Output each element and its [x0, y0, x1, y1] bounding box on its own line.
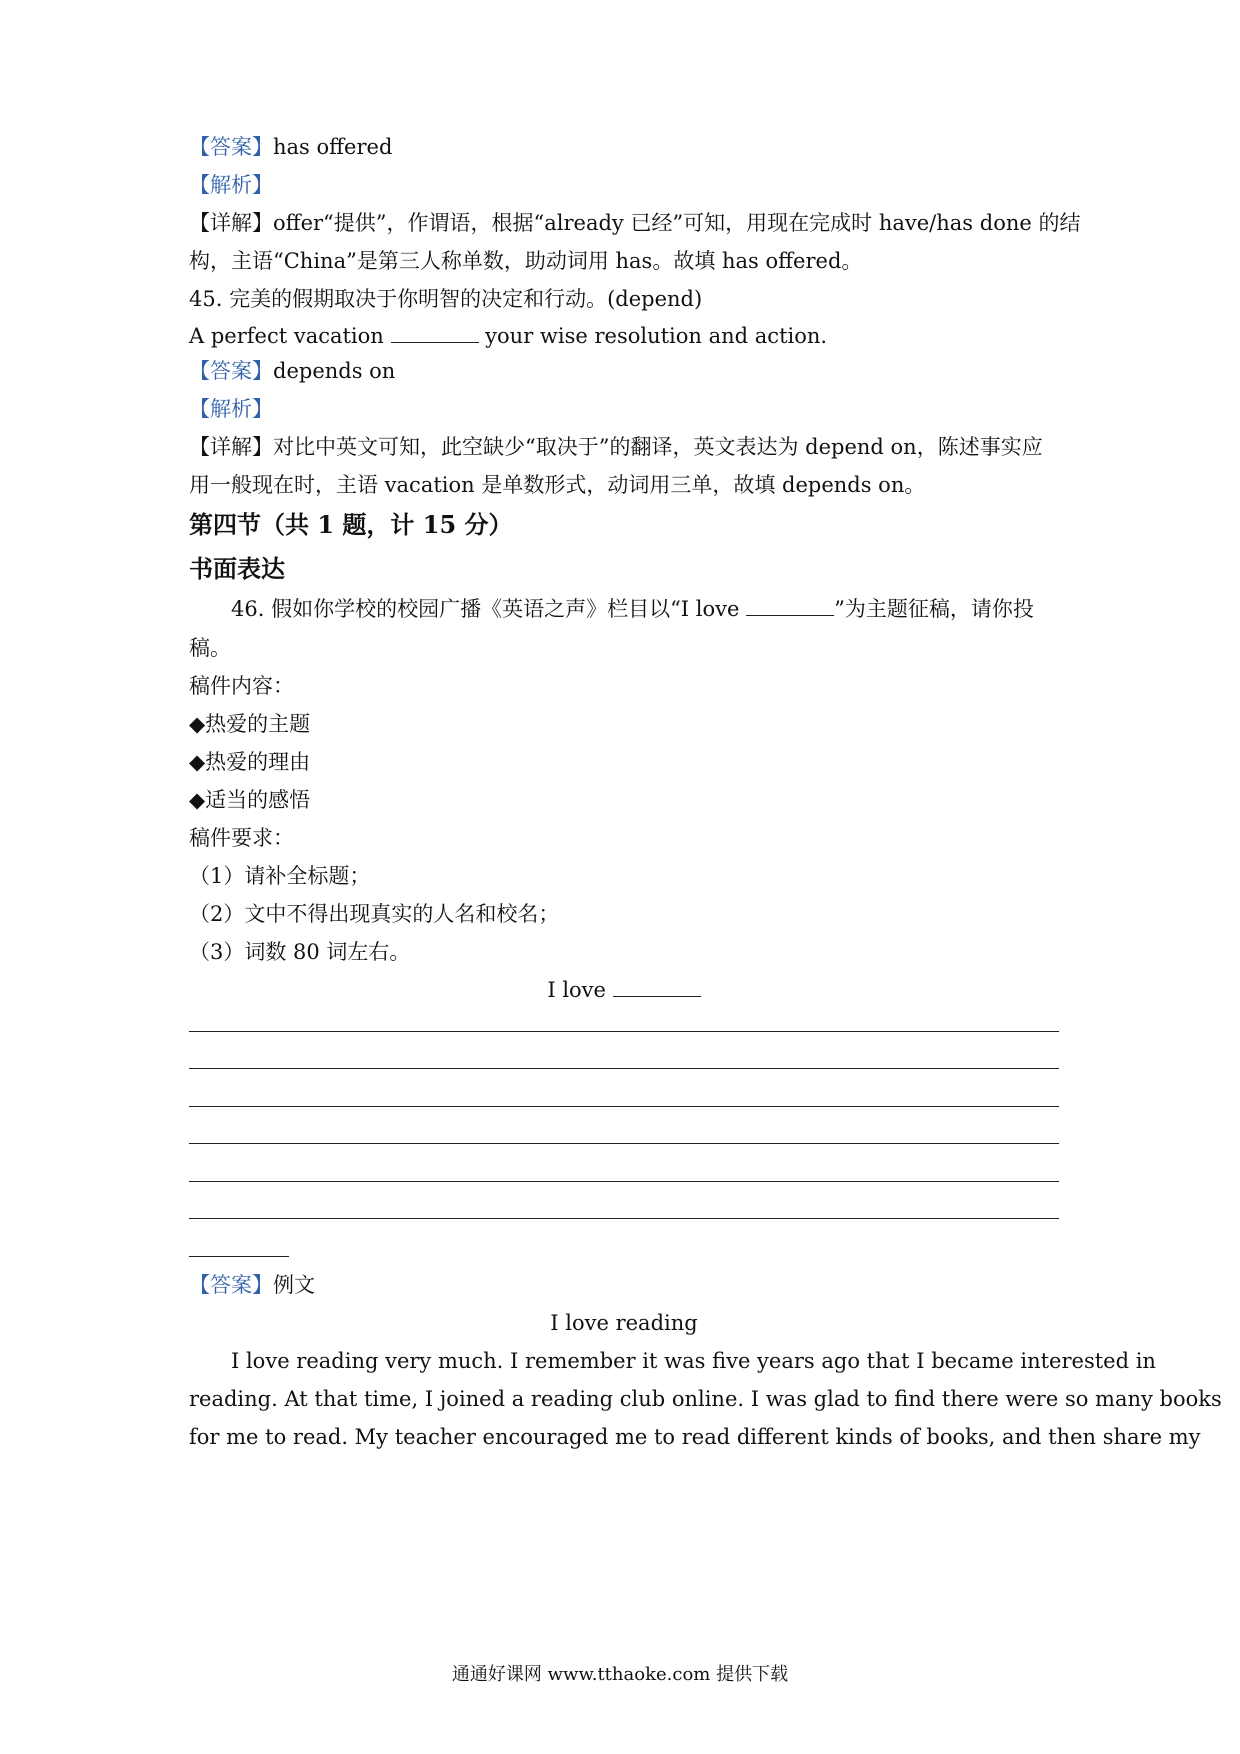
answer-tag: 【答案】: [189, 135, 273, 159]
prompt-before: 46. 假如你学校的校园广播《英语之声》栏目以“I love: [231, 597, 747, 621]
q44-detail-line2: 构，主语“China”是第三人称单数，助动词用 has。故填 has offered。: [189, 249, 863, 273]
writing-line: [189, 1031, 1059, 1032]
analysis-tag: 【解析】: [189, 173, 273, 197]
q45-answer: [189, 356, 395, 386]
writing-line: [189, 1068, 1059, 1069]
sample-title: I love reading: [550, 1311, 698, 1335]
content-item: ◆热爱的主题: [189, 712, 311, 736]
q45-detail-line1: [189, 432, 1043, 462]
q45-detail-line2: 用一般现在时，主语 vacation 是单数形式，动词用三单，故填 depends on。: [189, 473, 926, 497]
writing-line: [189, 1181, 1059, 1182]
content-item: ◆热爱的理由: [189, 750, 311, 774]
q44-detail-line1: [189, 208, 1080, 238]
requirement-item: （1）请补全标题；: [189, 864, 371, 888]
section-subtitle: 书面表达: [189, 554, 285, 583]
detail-text: 对比中英文可知，此空缺少“取决于”的翻译，英文表达为 depend on，陈述事实应: [273, 435, 1043, 459]
sample-line: for me to read. My teacher encouraged me to read different kinds of books, and then share my: [189, 1425, 1201, 1449]
essay-title-text: I love: [547, 978, 613, 1002]
q45-question: 45. 完美的假期取决于你明智的决定和行动。(depend): [189, 287, 703, 311]
fill-blank: [391, 324, 479, 343]
detail-text: offer“提供”，作谓语，根据“already 已经”可知，用现在完成时 have/has done 的结: [273, 211, 1081, 235]
writing-line: [189, 1106, 1059, 1107]
fill-blank: [746, 597, 834, 616]
page-footer: 通通好课网 www.tthaoke.com 提供下载: [451, 1664, 789, 1685]
prompt-after: ”为主题征稿，请你投: [834, 597, 1034, 621]
detail-tag: 【详解】: [189, 211, 273, 235]
detail-tag: 【详解】: [189, 435, 273, 459]
q46-prompt-line2: 稿。: [189, 636, 231, 660]
answer-text: 例文: [273, 1273, 315, 1297]
requirement-item: （3）词数 80 词左右。: [189, 940, 411, 964]
q45-sentence: [189, 321, 827, 351]
analysis-tag: 【解析】: [189, 397, 273, 421]
q44-analysis: [189, 170, 273, 200]
writing-line-short: [189, 1256, 289, 1257]
q45-analysis: [189, 394, 273, 424]
title-blank: [613, 978, 701, 997]
answer-text: depends on: [273, 359, 396, 383]
answer-text: has offered: [273, 135, 393, 159]
q46-answer: [189, 1270, 315, 1300]
writing-line: [189, 1143, 1059, 1144]
sentence-after: your wise resolution and action.: [478, 324, 828, 348]
sample-line: I love reading very much. I remember it was five years ago that I became interested in: [231, 1349, 1156, 1373]
writing-line: [189, 1218, 1059, 1219]
sentence-before: A perfect vacation: [189, 324, 391, 348]
answer-tag: 【答案】: [189, 359, 273, 383]
q44-answer: [189, 132, 392, 162]
q46-prompt: [231, 594, 1034, 624]
section-title: 第四节（共 1 题，计 15 分）: [189, 510, 513, 539]
content-label: 稿件内容：: [189, 674, 294, 698]
requirement-item: （2）文中不得出现真实的人名和校名；: [189, 902, 560, 926]
sample-line: reading. At that time, I joined a reading club online. I was glad to find there were so many books: [189, 1387, 1222, 1411]
content-item: ◆适当的感悟: [189, 788, 311, 812]
requirements-label: 稿件要求：: [189, 826, 294, 850]
answer-tag: 【答案】: [189, 1273, 273, 1297]
essay-title: [189, 975, 1059, 1005]
